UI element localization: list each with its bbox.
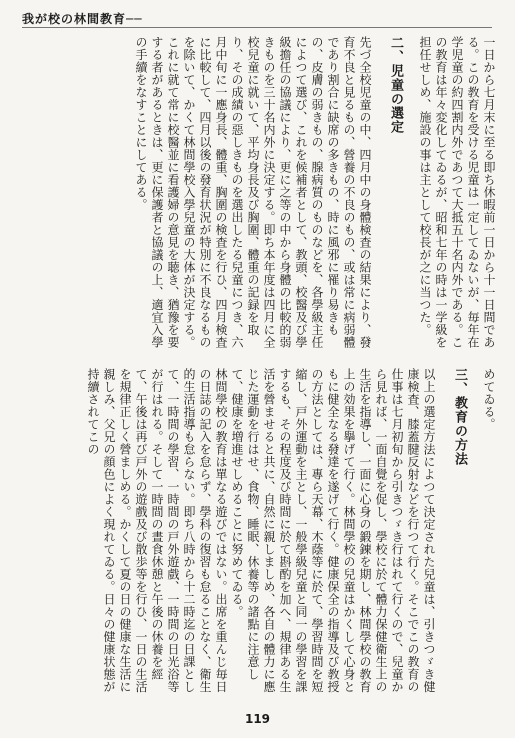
section-heading: 三、教育の方法 xyxy=(452,368,467,466)
running-header: 我が校の林間教育── xyxy=(22,12,143,26)
paragraph: 一日から七月末に至る即ち休暇前一日から十一日間である。この教育を受ける児童は一定してゐないが、毎年在学児童の約四割内外であつて大抵五十名内外である。この教育は年々変化してゐるが、昭和七年の時は一学級を担任せしめ、施設の事は主として校長が之に当つた。 xyxy=(418,36,496,349)
paragraph: 林間學校の教育は單なる遊びではない。出席を重んじ毎日の日誌の記入を怠らず、學科の復習も怠ることなく、衛生的生活指導も怠らない。即ち八時から十二時迄の日課として、一時間の學習、一時間の戸外遊戲、一時間の日光浴等が行はれる。そして一時間の晝食休憩と午後の休養を經て、午後は再び戸外の遊戲及び散歩等を行ひ、一日の生活を規律正しく營ましめる。かくして夏の日の健康な生活に親しみ、父兄の顔色によく現れてゐる。日々の健康状態が持續されてこの xyxy=(86,368,228,693)
bottom-text-block xyxy=(25,368,497,700)
page-number: 119 xyxy=(244,712,271,726)
paragraph: めてゐる。 xyxy=(482,368,496,431)
paragraph: 先づ全校児童の中、四月中の身體検査の結果により、發育不良と見るもの、營養の不良のもの、或は常に病弱體であり割合に缺席の多きもの、時に風邪に罹り易きもの、皮膚の弱きもの、腺病質のものなどを、各學級主任によつて選び、これを候補者として、教頭、校醫及び學級擔任の協議により、更に之等の中から身體の比較的弱きものを三十名内外に決定する。即ち本年度は四月に全校兒童に就いて、平均身長及び胸圍、體重の記録を取り、その成績の惡しきものを選出したる兒童につき、六月中旬に一應身長、體重、胸圍の検査を行ひ、四月検査に比較して、四月以後の發育状況が特別に不良なるものを除いて、かくて林間學校入學兒童の大体が決定する。これに就て常に校醫並に看護婦の意見を聴き、猶豫を要する者があるときは、更に保護者と協議の上、適宜入學の手續をなすことにしてある。 xyxy=(134,36,372,349)
header-rule xyxy=(22,27,492,28)
section-heading: 二、児童の選定 xyxy=(388,36,403,134)
paragraph: 以上の選定方法によつて決定された兒童は、引きつゞき健康検査、膝蓋腱反射などを行つて行く。そこでこの教育の仕事は七月初旬から引きつゞき行はれて行くので、兒童から見れば、一面自覺を促し、學校に於て體力保健衛生上の生活を指導し、一面に心身の鍛錬を期し、林間學校の教育上の効果を擧げて行く。林間學校の兒童はかくして心身ともに健全なる發達を遂げて行く。健康保全の指導及び教授の方法としては、專ら天幕、木蔭等に於て、學習時間を短縮し、戸外運動を主とし、一般學級兒童と同一の學習を課するも、その程度及び時間に於て斟酌を加へ、規律ある生活を營ませると共に、自然に親しましめ、各自の體力に應じた運動を行はせ、食物、睡眠、休養等の諸點に注意して、健康を増進せしめることに努めてゐる。 xyxy=(230,368,436,693)
top-text-block xyxy=(25,36,497,356)
